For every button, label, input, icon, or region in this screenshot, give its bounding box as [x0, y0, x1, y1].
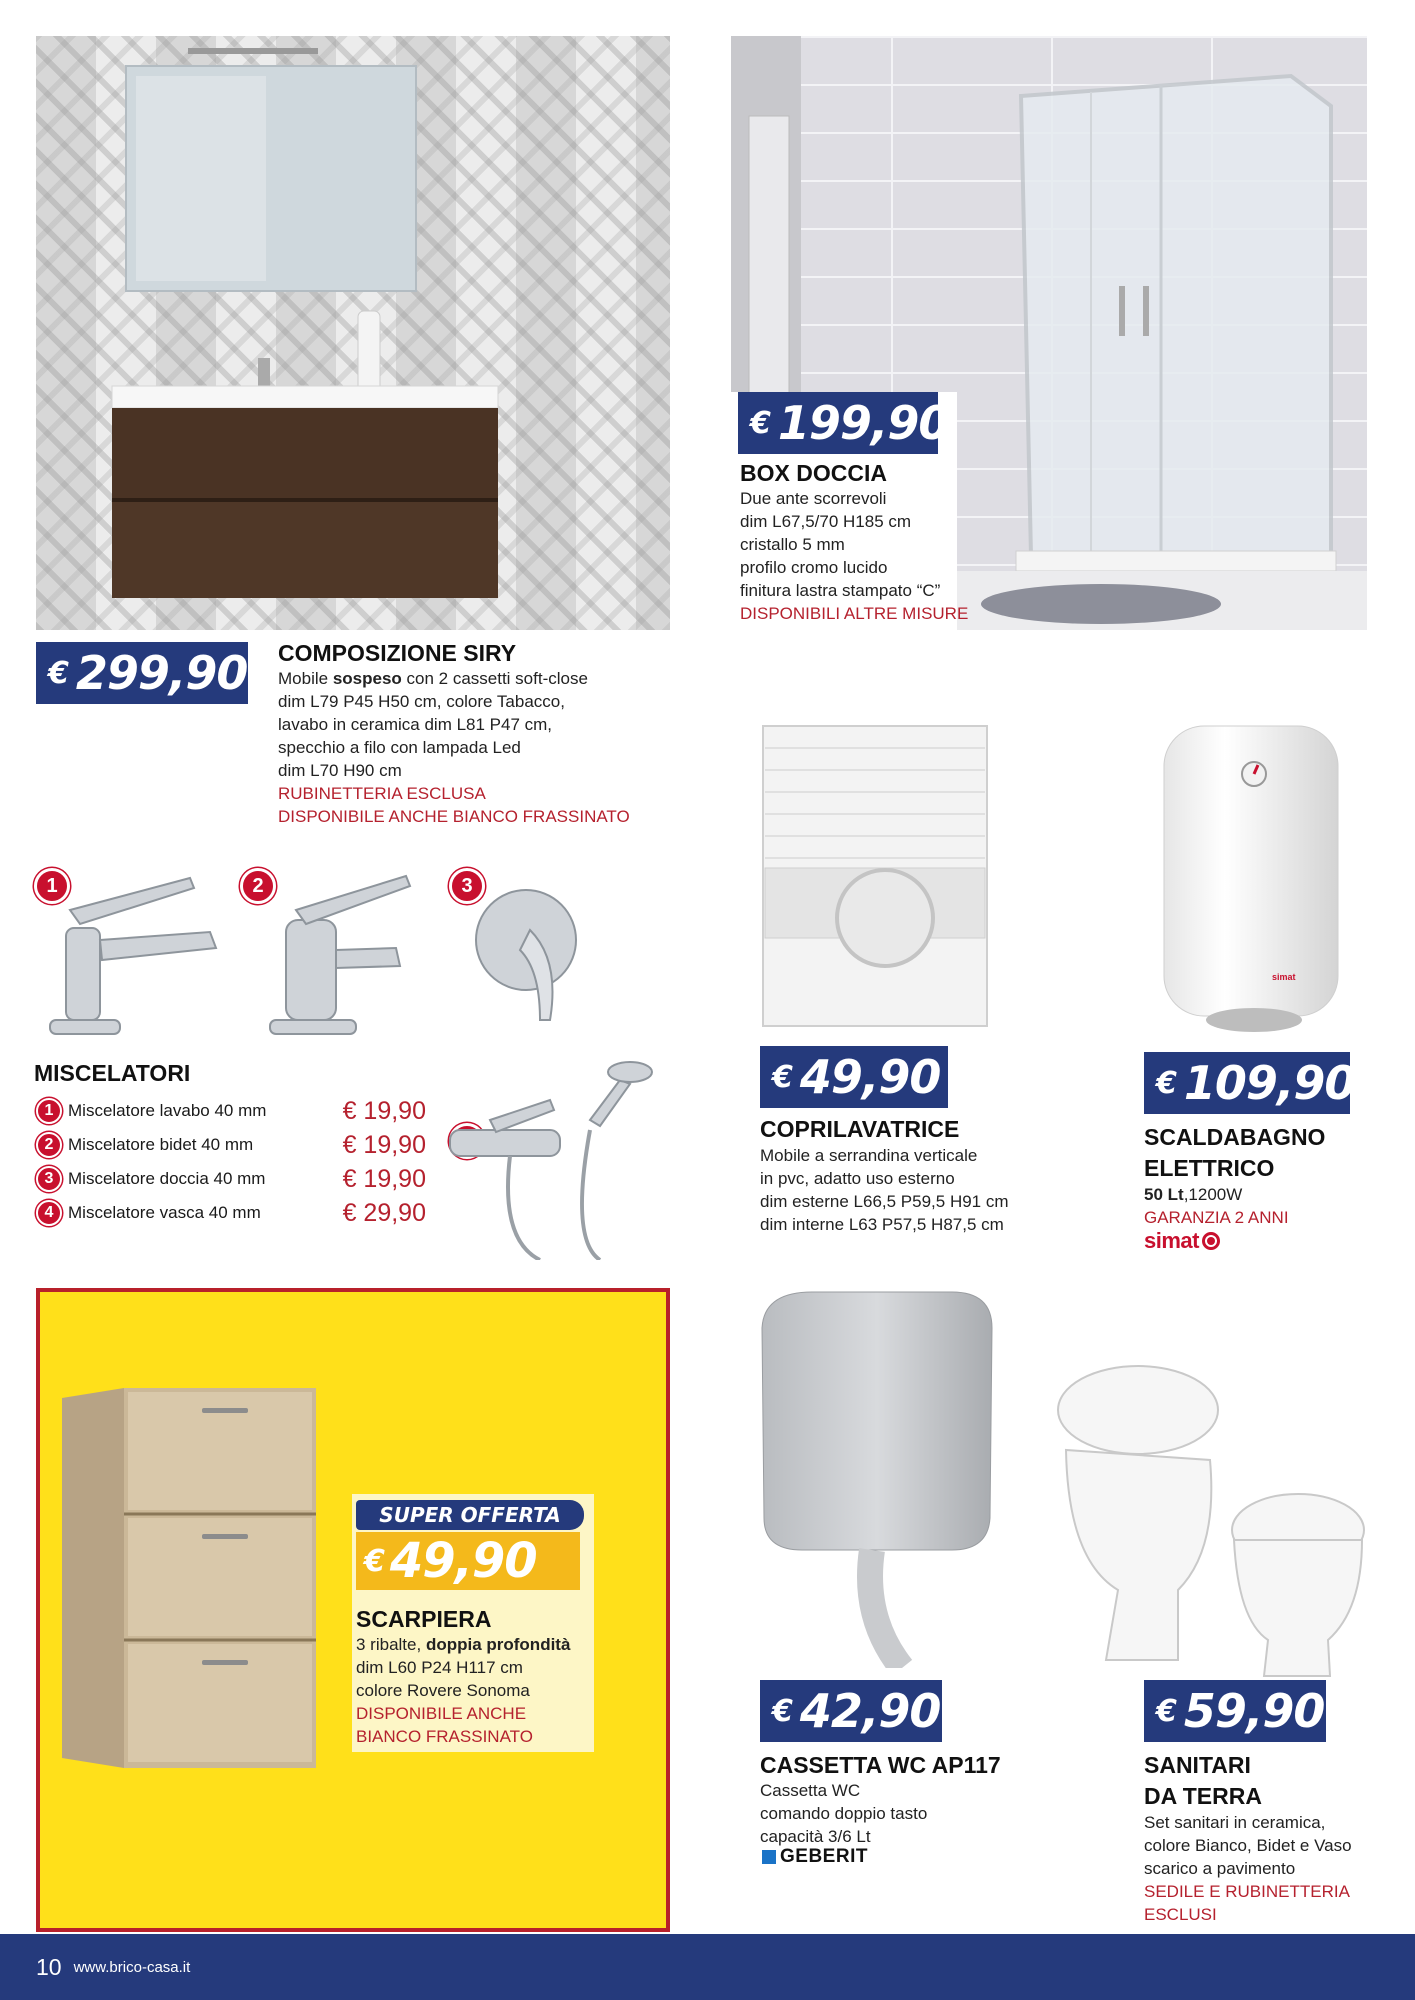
coprilavatrice-desc1: Mobile a serrandina verticale	[760, 1146, 978, 1165]
mixer-row-3-price: € 19,90	[342, 1164, 426, 1193]
sanitari-note1: SEDILE E RUBINETTERIA	[1144, 1882, 1350, 1901]
scaldabagno-brand-label: simat	[1272, 972, 1296, 982]
scarpiera-price-tag	[356, 1532, 580, 1590]
scarpiera-desc1-pre: 3 ribalte,	[356, 1635, 426, 1654]
mixer-row-4-num: 4	[36, 1200, 62, 1226]
sanitari-price: 59,90	[1183, 1684, 1325, 1738]
scarpiera-title: SCARPIERA	[356, 1606, 492, 1632]
mixer-row-2	[36, 1128, 426, 1162]
mixer-row-2-price: € 19,90	[342, 1130, 426, 1159]
coprilavatrice-price-tag	[760, 1046, 948, 1108]
doccia-currency: €	[750, 405, 770, 441]
scaldabagno-description	[1144, 1183, 1289, 1229]
siry-price: 299,90	[75, 646, 248, 700]
siry-desc1-bold: sospeso	[332, 669, 402, 688]
mixer-badge-2: 2	[240, 868, 276, 904]
geberit-logo	[762, 1846, 868, 1868]
siry-description	[278, 667, 630, 828]
siry-note2: DISPONIBILE ANCHE BIANCO FRASSINATO	[278, 807, 630, 826]
scaldabagno-title-2: ELETTRICO	[1144, 1155, 1275, 1181]
cassetta-desc1: Cassetta WC	[760, 1781, 861, 1800]
siry-photo	[36, 36, 670, 630]
coprilavatrice-price: 49,90	[799, 1050, 941, 1104]
siry-price-tag	[36, 642, 248, 704]
scaldabagno-price: 109,90	[1183, 1056, 1356, 1110]
doccia-desc3: cristallo 5 mm	[740, 535, 845, 554]
mixer-row-4	[36, 1196, 426, 1230]
siry-desc1-pre: Mobile	[278, 669, 333, 688]
scaldabagno-note1: GARANZIA 2 ANNI	[1144, 1208, 1289, 1227]
mixer-row-4-label: Miscelatore vasca 40 mm	[68, 1203, 261, 1222]
cassetta-desc2: comando doppio tasto	[760, 1804, 928, 1823]
siry-currency: €	[48, 655, 68, 691]
simat-logo-text: simat	[1144, 1228, 1199, 1253]
sanitari-description	[1144, 1811, 1352, 1926]
coprilavatrice-description	[760, 1144, 1009, 1236]
coprilavatrice-desc3: dim esterne L66,5 P59,5 H91 cm	[760, 1192, 1009, 1211]
sanitari-price-tag	[1144, 1680, 1326, 1742]
sanitari-currency: €	[1156, 1693, 1176, 1729]
geberit-logo-text: GEBERIT	[780, 1846, 868, 1867]
cassetta-description	[760, 1779, 927, 1848]
siry-title: COMPOSIZIONE SIRY	[278, 640, 517, 666]
coprilavatrice-image	[755, 718, 995, 1038]
scarpiera-desc2: dim L60 P24 H117 cm	[356, 1658, 523, 1677]
scaldabagno-desc1-bold: 50 Lt	[1144, 1185, 1184, 1204]
siry-illustration	[36, 36, 670, 630]
doccia-price: 199,90	[777, 396, 950, 450]
doccia-desc4: profilo cromo lucido	[740, 558, 888, 577]
mixer-badge-3: 3	[449, 868, 485, 904]
scarpiera-desc3: colore Rovere Sonoma	[356, 1681, 530, 1700]
siry-desc3: lavabo in ceramica dim L81 P47 cm,	[278, 715, 553, 734]
scarpiera-currency: €	[364, 1543, 384, 1579]
mixer-row-1-price: € 19,90	[342, 1096, 426, 1125]
doccia-desc2: dim L67,5/70 H185 cm	[740, 512, 912, 531]
siry-desc2: dim L79 P45 H50 cm, colore Tabacco,	[278, 692, 565, 711]
siry-desc4: specchio a filo con lampada Led	[278, 738, 521, 757]
coprilavatrice-desc4: dim interne L63 P57,5 H87,5 cm	[760, 1215, 1004, 1234]
scarpiera-note2: BIANCO FRASSINATO	[356, 1727, 533, 1746]
scaldabagno-title-1: SCALDABAGNO	[1144, 1124, 1326, 1150]
scarpiera-desc1-bold: doppia profondità	[425, 1635, 571, 1654]
sanitari-note2: ESCLUSI	[1144, 1905, 1217, 1924]
sanitari-title-1: SANITARI	[1144, 1752, 1251, 1778]
coprilavatrice-desc2: in pvc, adatto uso esterno	[760, 1169, 955, 1188]
mixer-row-3	[36, 1162, 426, 1196]
sanitari-image	[1028, 1360, 1368, 1680]
mixer-row-1	[36, 1094, 426, 1128]
scaldabagno-image	[1158, 720, 1344, 1038]
mixer-badge-1: 1	[34, 868, 70, 904]
page-number: 10	[36, 1953, 62, 1980]
sanitari-desc3: scarico a pavimento	[1144, 1859, 1296, 1878]
cassetta-price: 42,90	[799, 1684, 941, 1738]
doccia-price-tag	[738, 392, 950, 454]
coprilavatrice-currency: €	[772, 1059, 792, 1095]
mixer-row-1-label: Miscelatore lavabo 40 mm	[68, 1101, 267, 1120]
cassetta-image	[752, 1288, 1002, 1668]
sanitari-desc2: colore Bianco, Bidet e Vaso	[1144, 1836, 1352, 1855]
sanitari-title-2: DA TERRA	[1144, 1783, 1262, 1809]
scarpiera-price: 49,90	[389, 1533, 537, 1589]
doccia-title: BOX DOCCIA	[740, 460, 887, 486]
scaldabagno-currency: €	[1156, 1065, 1176, 1101]
cassetta-price-tag	[760, 1680, 942, 1742]
doccia-desc1: Due ante scorrevoli	[740, 489, 887, 508]
mixer-row-2-num: 2	[36, 1132, 62, 1158]
scaldabagno-illustration	[1158, 720, 1344, 1038]
sanitari-desc1: Set sanitari in ceramica,	[1144, 1813, 1326, 1832]
simat-logo	[1144, 1228, 1220, 1254]
scaldabagno-price-tag	[1144, 1052, 1356, 1114]
mixer-row-1-num: 1	[36, 1098, 62, 1124]
siry-desc1-post: con 2 cassetti soft-close	[401, 669, 588, 688]
scarpiera-note1: DISPONIBILE ANCHE	[356, 1704, 527, 1723]
mixer-row-2-label: Miscelatore bidet 40 mm	[68, 1135, 254, 1154]
mixer-title: MISCELATORI	[34, 1060, 191, 1086]
cassetta-title: CASSETTA WC AP117	[760, 1752, 1001, 1778]
coprilavatrice-title: COPRILAVATRICE	[760, 1116, 960, 1142]
cassetta-desc3: capacità 3/6 Lt	[760, 1827, 871, 1846]
doccia-desc5: finitura lastra stampato “C”	[740, 581, 941, 600]
scarpiera-image	[54, 1388, 324, 1768]
page-footer	[0, 1934, 1415, 2000]
doccia-description	[740, 487, 968, 625]
mixer-row-4-price: € 29,90	[342, 1198, 426, 1227]
siry-desc5: dim L70 H90 cm	[278, 761, 402, 780]
scaldabagno-desc1-post: ,1200W	[1183, 1185, 1243, 1204]
mixer-row-3-label: Miscelatore doccia 40 mm	[68, 1169, 266, 1188]
cassetta-currency: €	[772, 1693, 792, 1729]
simat-logo-icon	[1202, 1232, 1220, 1250]
mixer-row-3-num: 3	[36, 1166, 62, 1192]
doccia-note1: DISPONIBILI ALTRE MISURE	[740, 604, 969, 623]
website-link[interactable]: www.brico-casa.it	[73, 1958, 191, 1976]
siry-note1: RUBINETTERIA ESCLUSA	[278, 784, 486, 803]
scarpiera-description	[356, 1633, 570, 1748]
super-offerta-tag: SUPER OFFERTA	[356, 1500, 584, 1530]
geberit-square-icon	[762, 1850, 776, 1864]
